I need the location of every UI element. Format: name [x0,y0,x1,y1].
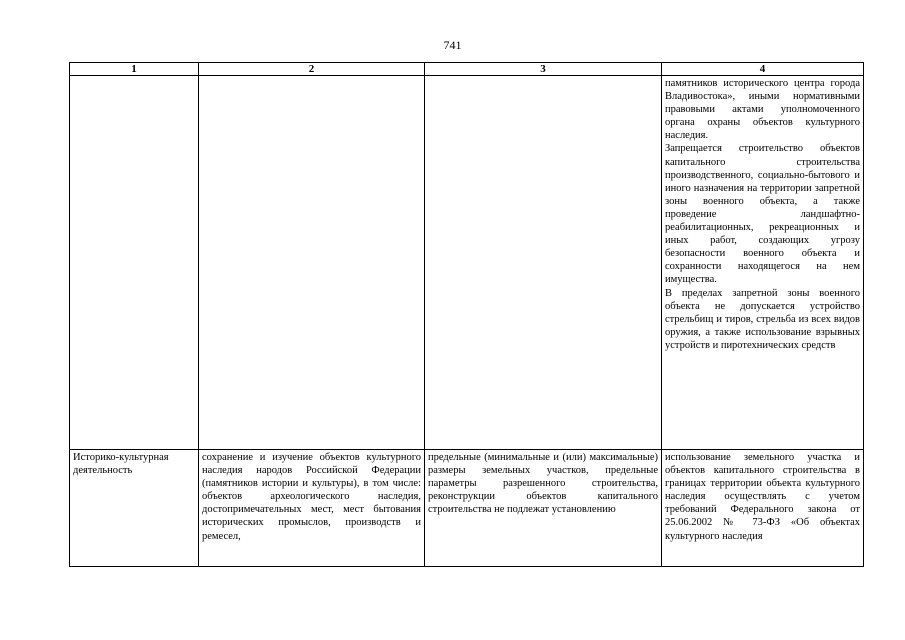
restrictions-cell [662,450,864,567]
activity-description-cell: сохранение и изучение объектов культурного наследия народов Российской Федерации (памятников истории и культуры), в том числе: объектов археологического наследия, достопримечательных мест, мест бытования исторических промыслов, производств и ремесел, [199,450,425,567]
paragraph-restricted-zone-construction: Запрещается строительство объектов капитального строительства производственного, социально-бытового и иного назначения на территории запретной зоны военного объекта, а также проведение ландшафтно-реабилитационных, рекреационных и иных работ, создающих угрозу безопасности военного объекта и сохранности находящегося на нем имущества. [665,143,860,286]
column-header-3: 3 [425,63,662,76]
paragraph-heritage-requirements: использование земельного участка и объектов капитального строительства в границах территории объекта культурного наследия осуществлять с учетом требований Федерального закона от 25.06.2002 № 73-ФЗ «Об объектах культурного наследия [665,452,860,542]
column-header-1: 1 [70,63,199,76]
table-row [70,450,864,567]
paragraph-heritage-continuation: памятников исторического центра города Владивостока», иными нормативными правовыми актами уполномоченного органа охраны объектов культурного наследия. [665,78,860,142]
header-row [70,63,864,76]
row-cont-col3 [425,76,662,450]
activity-type-cell: Историко-культурная деятельность [70,450,199,567]
column-header-2: 2 [199,63,425,76]
row-cont-col4 [662,76,864,450]
row-cont-col2 [199,76,425,450]
land-use-table [69,62,864,567]
row-cont-col1 [70,76,199,450]
table-row [70,76,864,450]
column-header-4: 4 [662,63,864,76]
parameters-cell: предельные (минимальные и (или) максимальные) размеры земельных участков, предельные параметры разрешенного строительства, реконструкции объектов капитального строительства не подлежат установлению [425,450,662,567]
page-number: 741 [443,38,462,52]
paragraph-restricted-zone-shooting: В пределах запретной зоны военного объекта не допускается устройство стрельбищ и тиров, стрельба из всех видов оружия, а также использование взрывных устройств и пиротехнических средств [665,287,860,351]
